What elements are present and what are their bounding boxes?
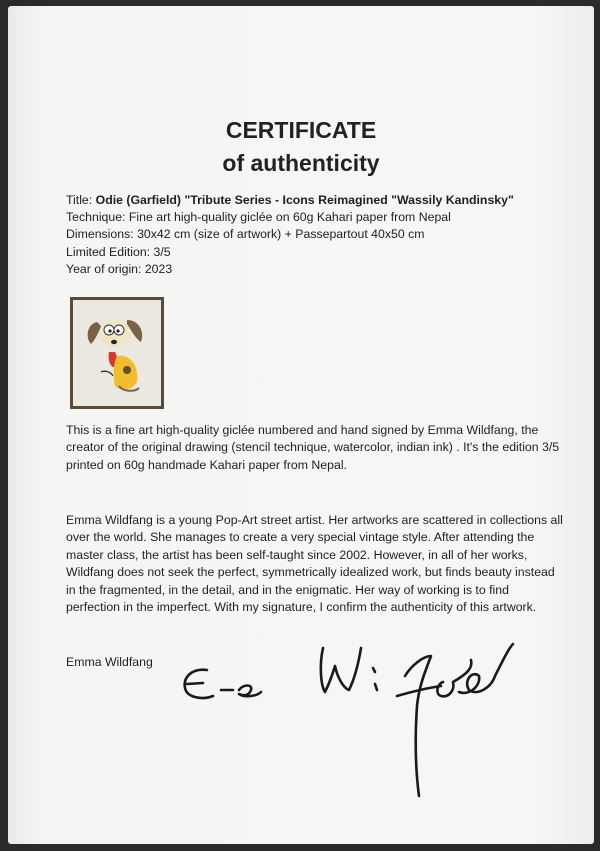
dimensions-row: Dimensions: 30x42 cm (size of artwork) + Passepartout 40x50 cm bbox=[66, 227, 425, 242]
artwork-mat bbox=[73, 300, 161, 406]
edition-row: Limited Edition: 3/5 bbox=[66, 244, 171, 259]
odie-illustration bbox=[83, 312, 151, 396]
heading-line-2: of authenticity bbox=[222, 150, 380, 176]
artist-biography: Emma Wildfang is a young Pop-Art street artist. Her artworks are scattered in collections all over the world. She manages to create a very special vintage style. After attending the master class, the artist has been self-taught since 2002. However, in all of her works, Wildfang does not seek the perfect, symmetrically idealized work, but finds beauty instead in the fragmented, in the detail, and in the enigmatic. Her way of working is to find perfection in the imperfect. With my signature, I confirm the authenticity of this artwork. bbox=[66, 513, 563, 615]
title-row bbox=[66, 192, 514, 209]
certificate-heading bbox=[8, 114, 594, 180]
year-row: Year of origin: 2023 bbox=[66, 261, 173, 276]
edition-description: This is a fine art high-quality giclée numbered and hand signed by Emma Wildfang, the creator of the original drawing (stencil technique, watercolor, indian ink) . It's the edition 3/5 printed on 60g handmade Kahari paper from Nepal. bbox=[66, 423, 560, 472]
signer-name: Emma Wildfang bbox=[66, 655, 153, 669]
heading-line-1: CERTIFICATE bbox=[225, 117, 377, 143]
handwritten-signature bbox=[173, 626, 573, 806]
artwork-thumbnail bbox=[70, 297, 164, 409]
title-value: Odie (Garfield) "Tribute Series - Icons Reimagined "Wassily Kandinsky" bbox=[95, 193, 514, 207]
title-label: Title: bbox=[66, 193, 93, 207]
technique-row: Technique: Fine art high-quality giclée on 60g Kahari paper from Nepal bbox=[66, 210, 451, 225]
artwork-details bbox=[66, 192, 514, 278]
certificate-sheet bbox=[8, 6, 594, 844]
